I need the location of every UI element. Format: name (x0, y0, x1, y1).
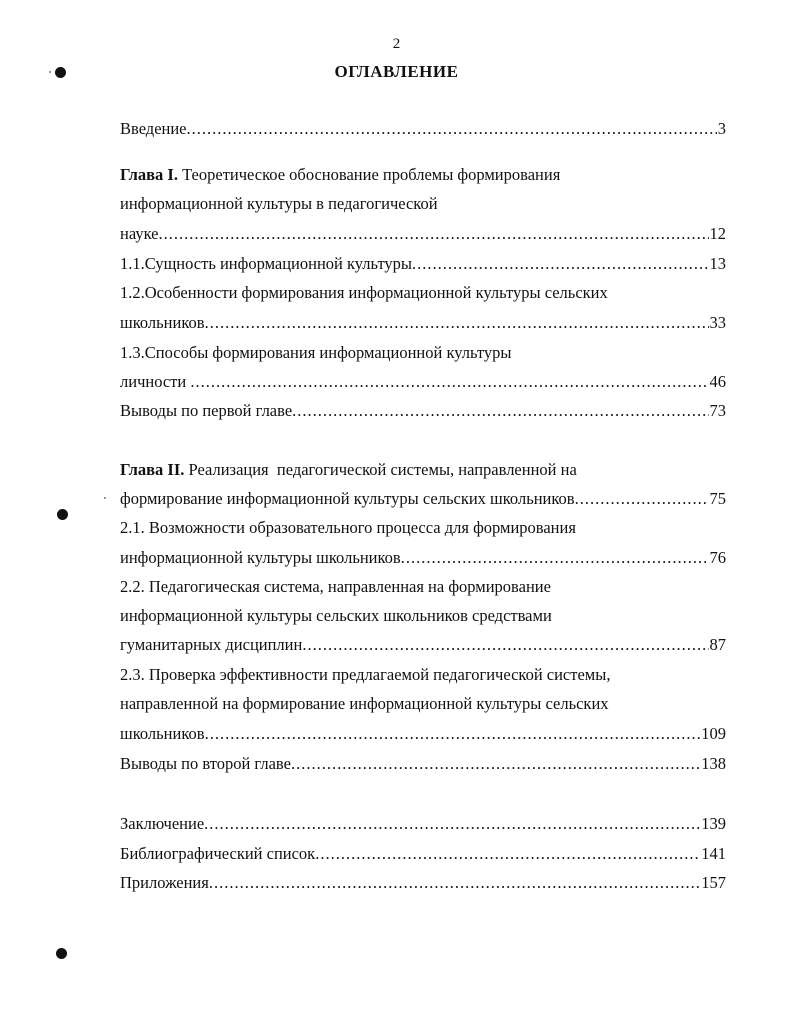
dot-leader (291, 753, 700, 775)
toc-label: 1.1.Сущность информационной культуры (120, 254, 413, 273)
toc-section-2-2-line-3 (120, 634, 726, 656)
dot-leader (205, 723, 701, 745)
toc-page: 109 (701, 724, 726, 743)
toc-page: 138 (701, 754, 726, 773)
chapter-title: Теоретическое обоснование проблемы формирования (177, 165, 561, 184)
toc-label: Выводы по второй главе (120, 754, 291, 773)
dot-leader (205, 312, 709, 334)
toc-chapter-1-line-2: информационной культуры в педагогической (120, 194, 438, 213)
chapter-prefix: Глава II. (120, 460, 185, 479)
chapter-title: Реализация педагогической системы, направленной на (184, 460, 577, 479)
toc-section-1-3-line-2 (120, 371, 726, 393)
dot-leader (302, 634, 708, 656)
toc-label: Введение (120, 119, 187, 138)
chapter-prefix: Глава I. (120, 165, 178, 184)
toc-page: 13 (709, 254, 726, 273)
toc-chapter-2-heading (120, 459, 726, 481)
toc-section-2-3-line-1: 2.3. Проверка эффективности предлагаемой педагогической системы, (120, 665, 611, 684)
toc-label: школьников (120, 313, 205, 332)
toc-label: Приложения (120, 873, 209, 892)
toc-section-1-1 (120, 253, 726, 275)
dot-leader (401, 547, 709, 569)
toc-page: 141 (701, 844, 726, 863)
dot-leader (190, 371, 708, 393)
toc-page: 73 (709, 401, 726, 420)
page-number: 2 (392, 36, 401, 52)
toc-label: формирование информационной культуры сельских школьников (120, 489, 575, 508)
toc-page: 139 (701, 814, 726, 833)
dot-leader (315, 843, 700, 865)
toc-section-1-2-line-2 (120, 312, 726, 334)
scan-speck (104, 497, 106, 499)
toc-page: 33 (709, 313, 726, 332)
toc-label: Библиографический список (120, 844, 316, 863)
toc-page: 75 (709, 489, 726, 508)
toc-conclusions-chapter-1 (120, 400, 726, 422)
toc-label: информационной культуры школьников (120, 548, 401, 567)
dot-leader (204, 813, 700, 835)
page-title: ОГЛАВЛЕНИЕ (334, 62, 459, 81)
dot-leader (292, 400, 708, 422)
dot-leader (159, 223, 709, 245)
toc-page: 3 (717, 119, 726, 138)
toc-label: Выводы по первой главе (120, 401, 293, 420)
toc-label: науке (120, 224, 159, 243)
dot-leader (412, 253, 708, 275)
toc-conclusions-chapter-2 (120, 753, 726, 775)
toc-entry-bibliography (120, 843, 726, 865)
toc-section-2-3-line-2: направленной на формирование информационной культуры сельских (120, 694, 609, 713)
toc-entry-introduction (120, 118, 726, 140)
toc-section-2-3-line-3 (120, 723, 726, 745)
toc-chapter-1-line-3 (120, 223, 726, 245)
toc-chapter-2-line-2 (120, 488, 726, 510)
toc-page: 87 (709, 635, 726, 654)
toc-section-2-1-line-1: 2.1. Возможности образовательного процесса для формирования (120, 518, 576, 537)
toc-section-1-2-line-1: 1.2.Особенности формирования информационной культуры сельских (120, 283, 608, 302)
toc-label: школьников (120, 724, 205, 743)
dot-leader (575, 488, 709, 510)
toc-section-2-2-line-2: информационной культуры сельских школьников средствами (120, 606, 552, 625)
toc-label: личности (120, 372, 191, 391)
toc-entry-conclusion (120, 813, 726, 835)
punch-hole-middle (57, 509, 68, 520)
toc-label: Заключение (120, 814, 205, 833)
punch-hole-bottom (56, 948, 67, 959)
toc-label: гуманитарных дисциплин (120, 635, 303, 654)
dot-leader (187, 118, 717, 140)
toc-section-1-3-line-1: 1.3.Способы формирования информационной культуры (120, 343, 512, 362)
toc-page: 46 (709, 372, 726, 391)
toc-section-2-1-line-2 (120, 547, 726, 569)
toc-page: 76 (709, 548, 726, 567)
toc-chapter-1-heading (120, 164, 726, 186)
toc-section-2-2-line-1: 2.2. Педагогическая система, направленная на формирование (120, 577, 551, 596)
toc-page: 12 (709, 224, 726, 243)
toc-page: 157 (701, 873, 726, 892)
toc-entry-appendices (120, 872, 726, 894)
dot-leader (209, 872, 700, 894)
